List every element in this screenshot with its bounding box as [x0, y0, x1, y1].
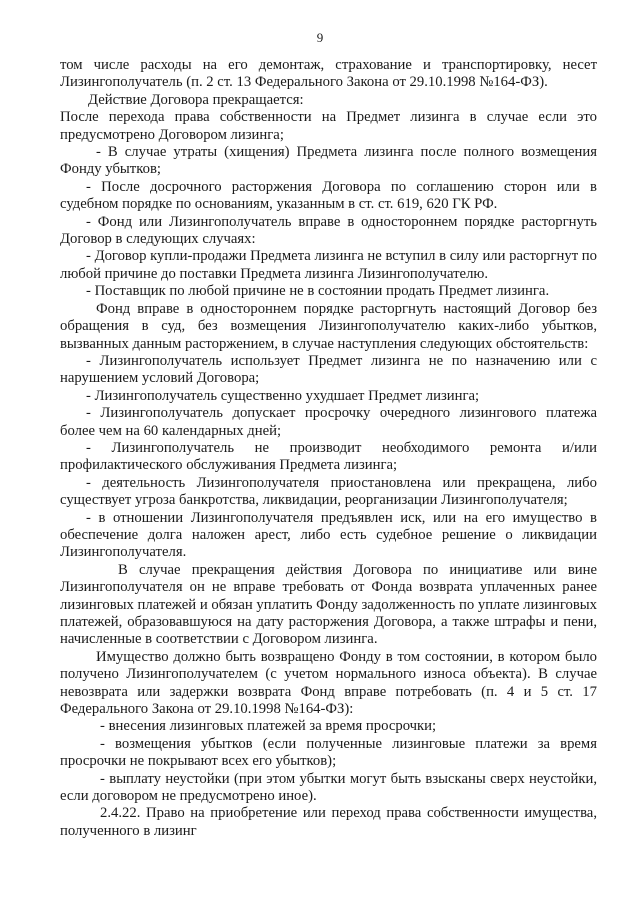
paragraph: - деятельность Лизингополучателя приостановлена или прекращена, либо существует угроза банкротства, ликвидации, реорганизации Лизингополучателя;: [60, 474, 597, 509]
paragraph: В случае прекращения действия Договора по инициативе или вине Лизингополучателя он не вправе требовать от Фонда возврата уплаченных ранее лизинговых платежей и обязан уплатить Фонду задолженность по уплате лизинговых платежей, образовавшуюся на дату расторжения Договора, а также штрафы и пени, начисленные в соответствии с Договором лизинга.: [60, 561, 597, 648]
paragraph: - В случае утраты (хищения) Предмета лизинга после полного возмещения Фонду убытков;: [60, 144, 597, 178]
paragraph: После перехода права собственности на Предмет лизинга в случае если это предусмотрено Договором лизинга;: [60, 109, 597, 143]
paragraph: том числе расходы на его демонтаж, страхование и транспортировку, несет Лизингополучатель (п. 2 ст. 13 Федерального Закона от 29.10.1998 №164-ФЗ).: [60, 57, 597, 91]
paragraph: Имущество должно быть возвращено Фонду в том состоянии, в котором было получено Лизингополучателем (с учетом нормального износа объекта). В случае невозврата или задержки возврата Фонд вправе потребовать (п. 4 и 5 ст. 17 Федерального Закона от 29.10.1998 №164-ФЗ):: [60, 648, 597, 718]
paragraph: - Лизингополучатель не производит необходимого ремонта и/или профилактического обслуживания Предмета лизинга;: [60, 439, 597, 474]
paragraph: - возмещения убытков (если полученные лизинговые платежи за время просрочки не покрывают всех его убытков);: [60, 735, 597, 770]
page-number: 9: [316, 30, 324, 45]
paragraph: - выплату неустойки (при этом убытки могут быть взысканы сверх неустойки, если договором не предусмотрено иное).: [60, 770, 597, 805]
paragraph: Фонд вправе в одностороннем порядке расторгнуть настоящий Договор без обращения в суд, без возмещения Лизингополучателю каких-либо убытков, вызванных данным расторжением, в случае наступления следующих обстоятельств:: [60, 300, 597, 352]
paragraph: - Договор купли-продажи Предмета лизинга не вступил в силу или расторгнут по любой причине до поставки Предмета лизинга Лизингополучателю.: [60, 248, 597, 282]
body-text: [60, 57, 597, 840]
paragraph: 2.4.22. Право на приобретение или переход права собственности имущества, полученного в лизинг: [60, 805, 597, 839]
paragraph: - в отношении Лизингополучателя предъявлен иск, или на его имущество в обеспечение долга наложен арест, либо есть судебное решение о ликвидации Лизингополучателя.: [60, 509, 597, 561]
paragraph: - Лизингополучатель существенно ухудшает Предмет лизинга;: [86, 387, 480, 404]
paragraph: - После досрочного расторжения Договора по соглашению сторон или в судебном порядке по основаниям, указанным в ст. ст. 619, 620 ГК РФ.: [60, 178, 597, 213]
paragraph: - Лизингополучатель допускает просрочку очередного лизингового платежа более чем на 60 календарных дней;: [60, 405, 597, 439]
paragraph: - внесения лизинговых платежей за время просрочки;: [100, 718, 437, 735]
paragraph: Действие Договора прекращается:: [88, 91, 304, 108]
paragraph: - Лизингополучатель использует Предмет лизинга не по назначению или с нарушением условий Договора;: [60, 352, 597, 387]
paragraph: - Поставщик по любой причине не в состоянии продать Предмет лизинга.: [86, 283, 550, 300]
paragraph: - Фонд или Лизингополучатель вправе в одностороннем порядке расторгнуть Договор в следующих случаях:: [60, 213, 597, 248]
